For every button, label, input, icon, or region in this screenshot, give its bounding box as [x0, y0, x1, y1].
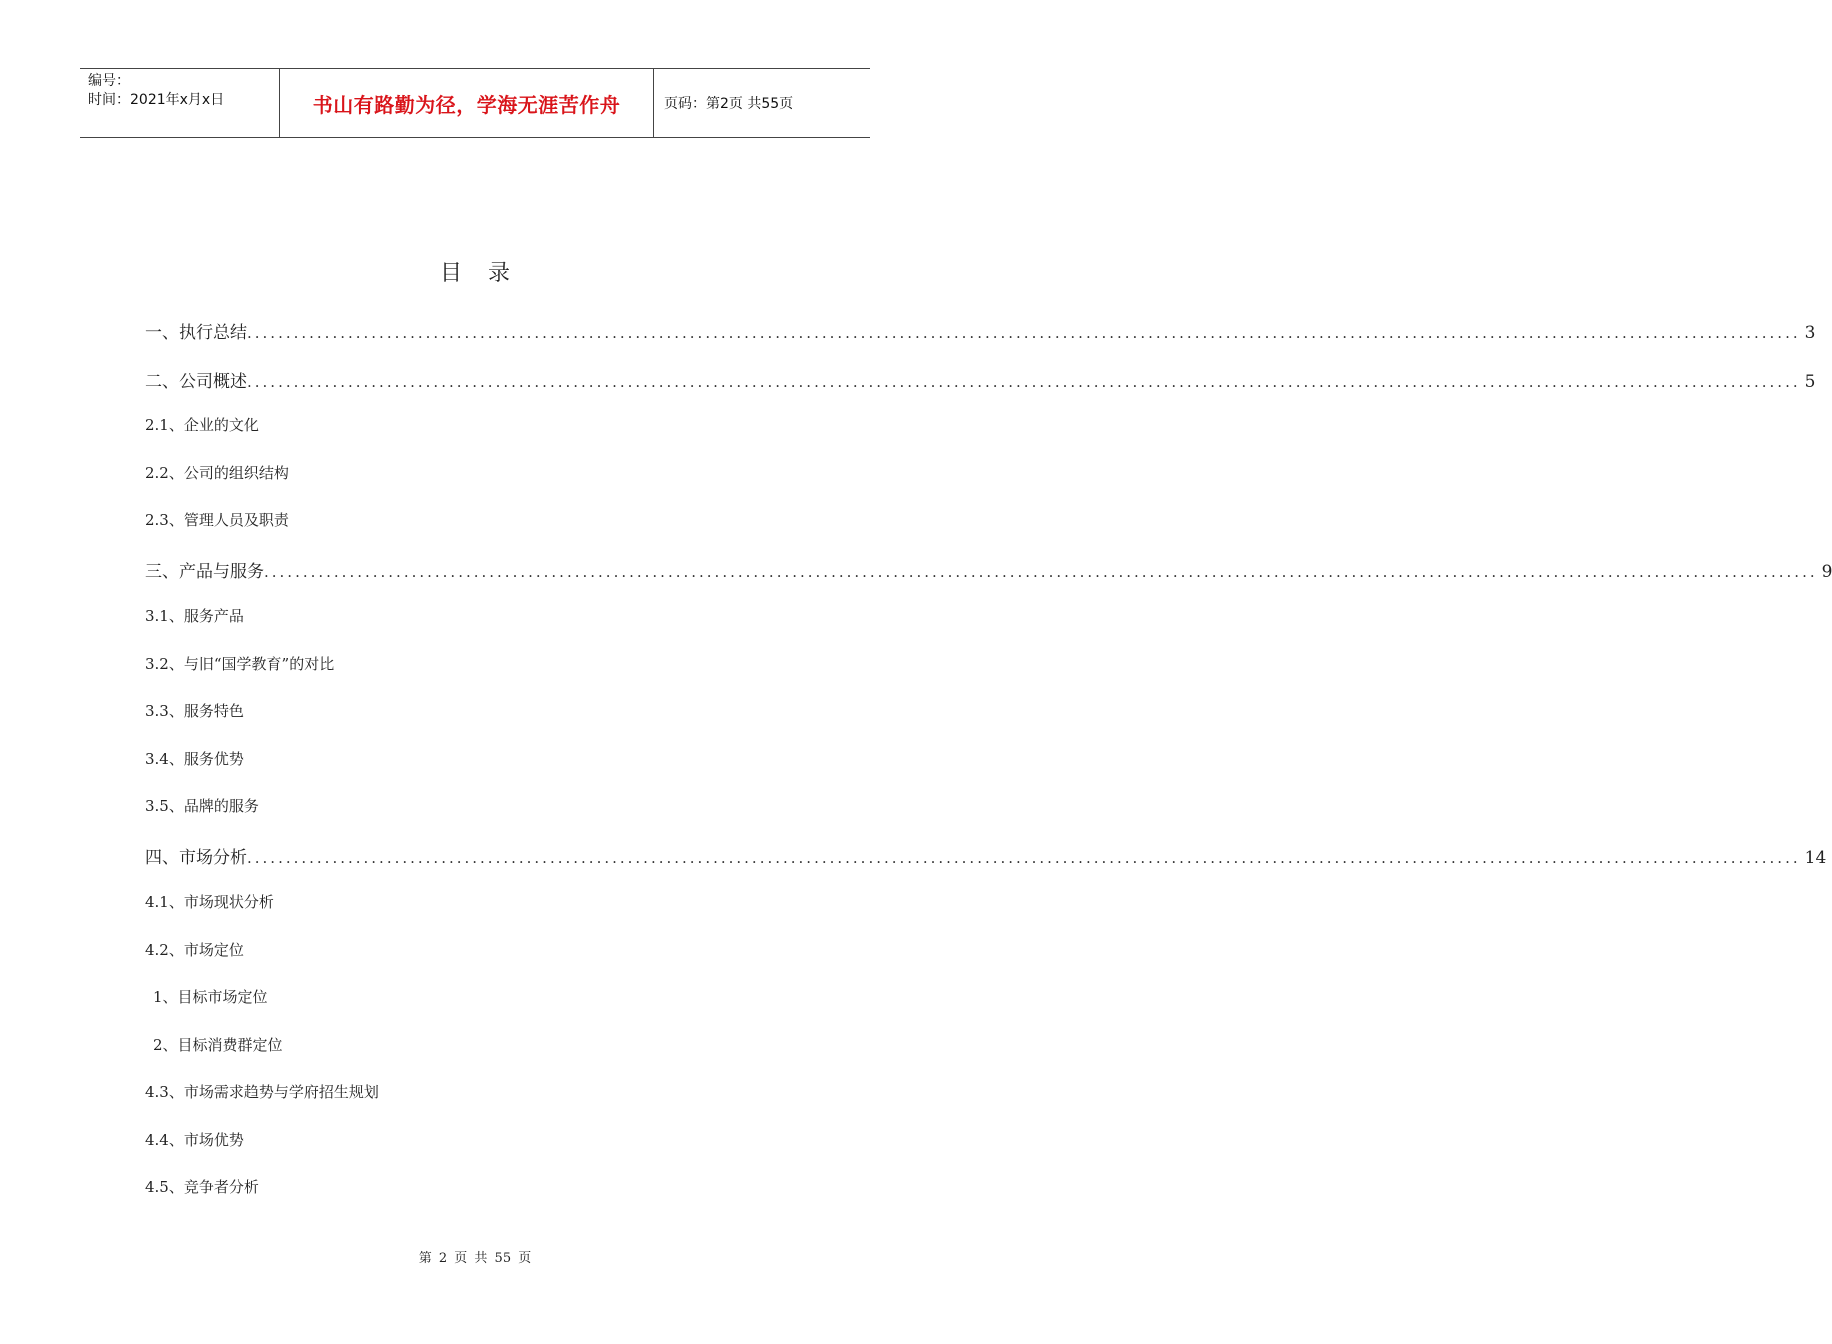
toc-entry-main[interactable]	[145, 557, 1832, 582]
page-footer: 第 2 页 共 55 页	[418, 1251, 532, 1266]
toc-page-number: 5	[1804, 372, 1816, 392]
toc-leader-dots: ........................................................................................................................................................................................................	[264, 563, 1818, 581]
toc-entry-sub[interactable]	[145, 1081, 806, 1102]
toc-title: 目录	[439, 261, 536, 286]
toc-entry-label: 1、目标市场定位	[153, 988, 268, 1006]
toc-entry-sub[interactable]	[145, 1176, 806, 1197]
toc-entry-sub[interactable]	[145, 748, 806, 769]
toc-entry-sub[interactable]	[145, 795, 806, 816]
document-time-label: 时间：2021年x月x日	[88, 92, 225, 108]
header-page-info: 页码：第2页 共55页	[664, 96, 794, 112]
toc-page-number: 14	[1804, 848, 1827, 868]
header-motto: 书山有路勤为径，学海无涯苦作舟	[280, 69, 654, 137]
toc-entry-sub[interactable]	[145, 1034, 806, 1055]
page-header	[80, 68, 870, 138]
toc-entry-label: 2.3、管理人员及职责	[145, 511, 289, 529]
toc-entry-label: 3.1、服务产品	[145, 607, 244, 625]
toc-entry-label: 4.4、市场优势	[145, 1131, 244, 1149]
toc-page-number: 9	[1821, 562, 1832, 582]
toc-entry-sub[interactable]	[145, 986, 806, 1007]
toc-entry-sub[interactable]	[145, 414, 806, 435]
toc-leader-dots: ........................................................................................................................................................................................................	[247, 849, 1801, 867]
toc-entry-label: 3.2、与旧“国学教育”的对比	[145, 655, 335, 673]
toc-leader-dots: ........................................................................................................................................................................................................	[247, 324, 1801, 342]
toc-entry-sub[interactable]	[145, 891, 806, 912]
toc-entry-label: 三、产品与服务	[145, 562, 264, 582]
toc-entry-label: 2.1、企业的文化	[145, 416, 259, 434]
toc-entry-label: 四、市场分析	[145, 848, 247, 868]
toc-entry-label: 一、执行总结	[145, 323, 247, 343]
toc-entry-sub[interactable]	[145, 462, 806, 483]
toc-entry-main[interactable]	[145, 843, 1827, 868]
toc-entry-label: 4.1、市场现状分析	[145, 893, 274, 911]
toc-entry-sub[interactable]	[145, 1129, 806, 1150]
toc-entry-sub[interactable]	[145, 653, 806, 674]
toc-entry-label: 3.5、品牌的服务	[145, 797, 259, 815]
toc-leader-dots: ........................................................................................................................................................................................................	[247, 373, 1801, 391]
toc-entry-label: 3.4、服务优势	[145, 750, 244, 768]
toc-entry-label: 4.3、市场需求趋势与学府招生规划	[145, 1083, 379, 1101]
toc-entry-label: 二、公司概述	[145, 372, 247, 392]
toc-entry-sub[interactable]	[145, 700, 806, 721]
document-number-label: 编号：	[88, 73, 130, 89]
toc-entry-sub[interactable]	[145, 509, 806, 530]
toc-entry-main[interactable]	[145, 367, 1816, 392]
toc-entry-label: 2.2、公司的组织结构	[145, 464, 289, 482]
toc-entry-sub[interactable]	[145, 939, 806, 960]
toc-entry-sub[interactable]	[145, 605, 806, 626]
header-meta	[80, 69, 280, 137]
toc-page-number: 3	[1804, 323, 1816, 343]
toc-entry-label: 3.3、服务特色	[145, 702, 244, 720]
toc-entry-label: 4.2、市场定位	[145, 941, 244, 959]
toc-entry-label: 2、目标消费群定位	[153, 1036, 283, 1054]
toc-entry-label: 4.5、竞争者分析	[145, 1178, 259, 1196]
toc-entry-main[interactable]	[145, 318, 1816, 343]
